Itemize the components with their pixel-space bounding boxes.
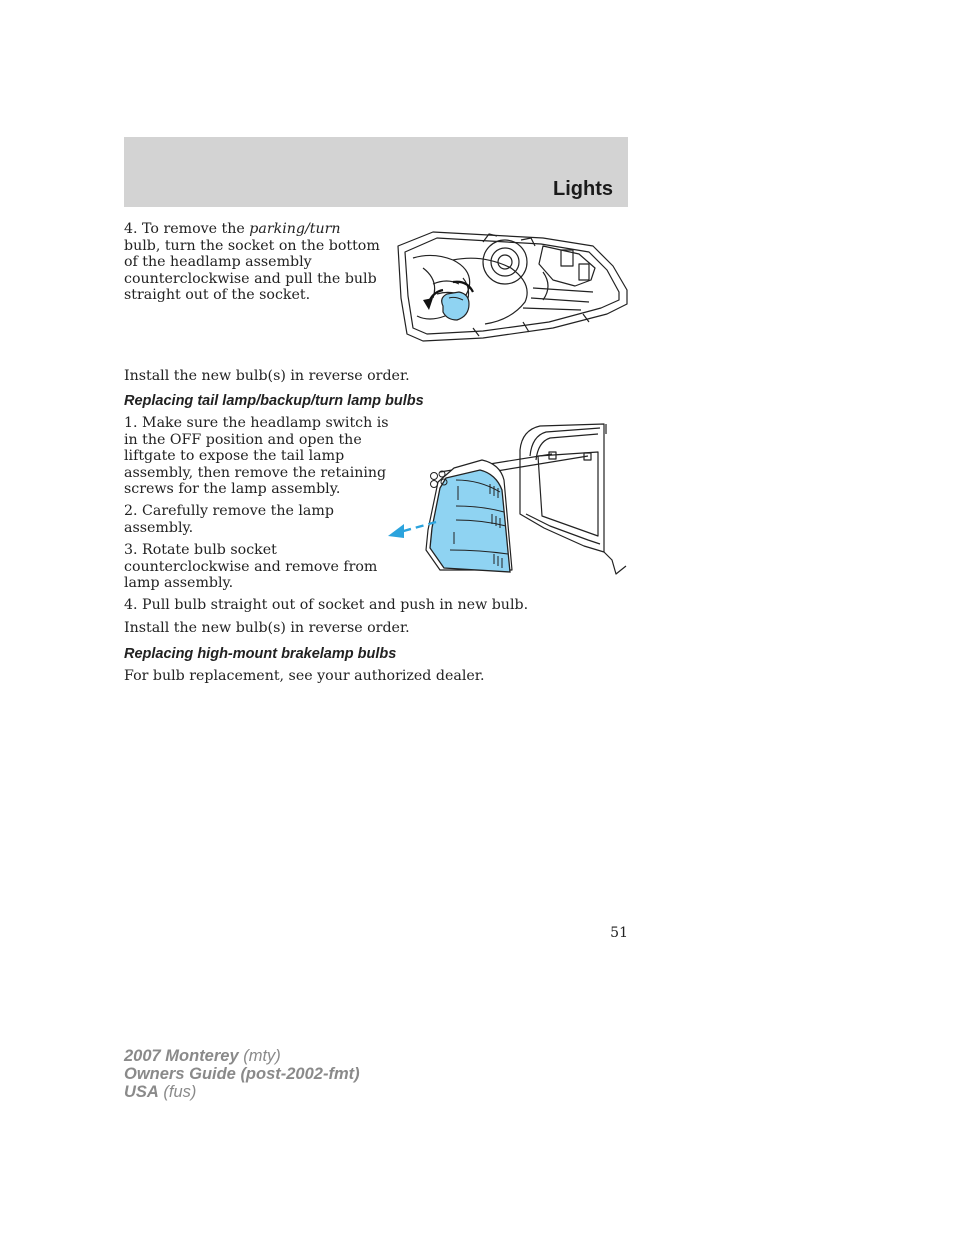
parking-step-line-5: straight out of the socket. bbox=[124, 287, 311, 304]
tail-step-3-line: 3. Rotate bulb socket bbox=[124, 542, 277, 558]
tail-lamp-illustration bbox=[384, 420, 630, 582]
page-number: 51 bbox=[610, 925, 628, 941]
parking-turn-step bbox=[124, 221, 380, 304]
parking-step-line-2: bulb, turn the socket on the bottom bbox=[124, 237, 380, 254]
tail-step-2-line: 2. Carefully remove the lamp bbox=[124, 503, 334, 519]
parking-step-line-4: counterclockwise and pull the bulb bbox=[124, 270, 377, 287]
footer-line-3: USA (fus) bbox=[124, 1083, 197, 1101]
highmount-text: For bulb replacement, see your authorized dealer. bbox=[124, 668, 485, 684]
footer-line-2: Owners Guide (post-2002-fmt) bbox=[124, 1065, 360, 1083]
highmount-heading: Replacing high-mount brakelamp bulbs bbox=[124, 646, 397, 662]
tail-step-2-line: assembly. bbox=[124, 519, 194, 536]
install-reverse-1: Install the new bulb(s) in reverse order. bbox=[124, 368, 410, 384]
tail-step-1 bbox=[124, 415, 389, 498]
tail-step-4: 4. Pull bulb straight out of socket and push in new bulb. bbox=[124, 597, 529, 613]
tail-step-1-line: liftgate to expose the tail lamp bbox=[124, 448, 345, 465]
tail-step-1-line: 1. Make sure the headlamp switch is bbox=[124, 415, 389, 431]
parking-step-line-1: 4. To remove the parking/turn bbox=[124, 221, 341, 237]
tail-lamp-heading: Replacing tail lamp/backup/turn lamp bulbs bbox=[124, 393, 424, 409]
headlamp-illustration bbox=[393, 228, 631, 344]
tail-step-3 bbox=[124, 542, 377, 592]
section-header-band bbox=[124, 137, 628, 207]
tail-step-1-line: screws for the lamp assembly. bbox=[124, 481, 341, 498]
tail-step-2 bbox=[124, 503, 334, 536]
document-footer bbox=[124, 1047, 360, 1101]
footer-line-1: 2007 Monterey (mty) bbox=[124, 1047, 281, 1065]
tail-step-3-line: lamp assembly. bbox=[124, 575, 234, 592]
parking-step-line-3: of the headlamp assembly bbox=[124, 254, 312, 271]
tail-step-1-line: assembly, then remove the retaining bbox=[124, 464, 387, 481]
install-reverse-2: Install the new bulb(s) in reverse order. bbox=[124, 620, 410, 636]
section-title: Lights bbox=[553, 178, 613, 200]
tail-step-1-line: in the OFF position and open the bbox=[124, 431, 362, 448]
tail-step-3-line: counterclockwise and remove from bbox=[124, 558, 378, 575]
